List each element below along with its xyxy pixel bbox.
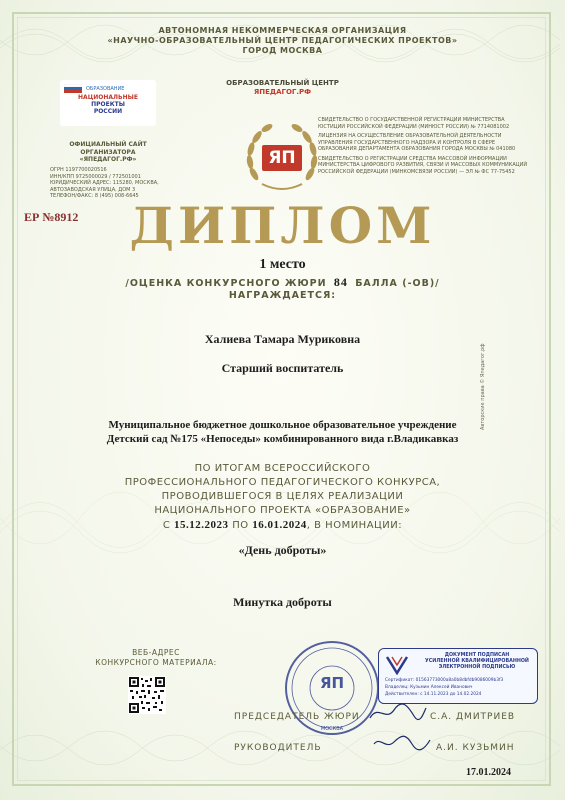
- contest-line-1: ПО ИТОГАМ ВСЕРОССИЙСКОГО: [194, 463, 371, 474]
- score-suffix: БАЛЛА (-ОВ)/: [355, 278, 440, 289]
- badge-line-1: ОБРАЗОВАНИЕ: [86, 86, 125, 92]
- web-address-label: [66, 648, 246, 668]
- contest-description: [0, 462, 565, 533]
- edu-center-line-1: ОБРАЗОВАТЕЛЬНЫЙ ЦЕНТР: [226, 79, 339, 87]
- score-prefix: /ОЦЕНКА КОНКУРСНОГО ЖЮРИ: [125, 278, 327, 289]
- site-line-3: «ЯПЕДАГОГ.РФ»: [79, 156, 137, 163]
- chair-signature-icon: [368, 702, 428, 724]
- copyright-side-text: Авторские права © Япедагог.рф: [480, 343, 486, 430]
- place: 1 место: [259, 257, 306, 272]
- ecp-line-1: ДОКУМЕНТ ПОДПИСАН: [444, 653, 510, 658]
- head-name: А.И. КУЗЬМИН: [436, 743, 515, 753]
- req-line-4: АВТОЗАВОДСКАЯ УЛИЦА, ДОМ 3: [50, 186, 136, 193]
- site-line-1: ОФИЦИАЛЬНЫЙ САЙТ: [69, 141, 147, 148]
- recipient-position: Старший воспитатель: [221, 361, 344, 375]
- contest-dates: [0, 518, 565, 533]
- badge-line-3: ПРОЕКТЫ: [91, 101, 125, 108]
- req-line-2: ИНН/КПП 9725000029 / 772501001: [50, 173, 141, 180]
- ecp-owner: Владелец: Кузьмин Алексей Иванович: [385, 685, 473, 690]
- edu-center-title: [210, 79, 355, 97]
- org-line-1: АВТОНОМНАЯ НЕКОММЕРЧЕСКАЯ ОРГАНИЗАЦИЯ: [158, 26, 407, 35]
- yp-logo-text: ЯП: [262, 145, 302, 171]
- electronic-signature-box: [378, 648, 538, 704]
- cert-media: СВИДЕТЕЛЬСТВО О РЕГИСТРАЦИИ СРЕДСТВА МАССОВОЙ ИНФОРМАЦИИ МИНИСТЕРСТВА ЦИФРОВОГО РАЗВИТИЯ, СВЯЗИ И МАССОВЫХ КОММУНИКАЦИЙ РОССИЙСКОЙ ФЕДЕРАЦИИ (МИНКОМСВЯЗИ РОССИИ) — ЭЛ № ФС 77-75452: [318, 155, 528, 175]
- requisites: [50, 167, 180, 200]
- ecp-header: [419, 653, 535, 671]
- ecp-valid: Действителен: с 14.11.2023 до 14.02.2024: [385, 692, 482, 697]
- signature-emblem-icon: [385, 655, 409, 675]
- from-label: С: [162, 520, 171, 531]
- req-line-5: ТЕЛЕФОН/ФАКС: 8 (495) 008-6645: [50, 193, 139, 199]
- head-label: РУКОВОДИТЕЛЬ: [234, 743, 322, 753]
- org-line-3: ГОРОД МОСКВА: [242, 46, 323, 55]
- to-label: ПО: [232, 520, 249, 531]
- registration-certificates: [318, 117, 530, 175]
- contest-line-3: ПРОВОДИВШЕГОСЯ В ЦЕЛЯХ РЕАЛИЗАЦИИ: [161, 491, 404, 502]
- org-line-2: «НАУЧНО-ОБРАЗОВАТЕЛЬНЫЙ ЦЕНТР ПЕДАГОГИЧЕСКИХ ПРОЕКТОВ»: [107, 36, 458, 45]
- recipient-name: Халиева Тамара Муриковна: [204, 332, 361, 346]
- official-site-label: [55, 141, 161, 164]
- diploma-number: ЕР №8912: [24, 210, 79, 224]
- ecp-line-2: УСИЛЕННОЙ КВАЛИФИЦИРОВАННОЙ: [425, 659, 529, 664]
- chair-name: С.А. ДМИТРИЕВ: [430, 712, 516, 722]
- contest-line-2: ПРОФЕССИОНАЛЬНОГО ПЕДАГОГИЧЕСКОГО КОНКУРСА,: [124, 477, 441, 488]
- flag-icon: [64, 84, 82, 94]
- to-date: 16.01.2024: [252, 519, 307, 531]
- ecp-cert: Сертификат: 01563773000a8a0b8dbfdb9086009b3f3: [385, 678, 504, 683]
- national-projects-badge: [60, 80, 156, 126]
- edu-center-line-2: ЯПЕДАГОГ.РФ: [253, 88, 312, 96]
- chair-label: ПРЕДСЕДАТЕЛЬ ЖЮРИ: [234, 712, 360, 722]
- contest-line-4: НАЦИОНАЛЬНОГО ПРОЕКТА «ОБРАЗОВАНИЕ»: [154, 505, 411, 516]
- org-name-line-2: Детский сад №175 «Непоседы» комбинированного вида г.Владикавказ: [106, 433, 459, 445]
- stamp-center-text: ЯП: [319, 674, 345, 692]
- score-value: 84: [333, 275, 348, 289]
- work-title: Минутка доброты: [233, 595, 332, 609]
- web-label-line-2: КОНКУРСНОГО МАТЕРИАЛА:: [95, 658, 217, 667]
- cert-license: ЛИЦЕНЗИЯ НА ОСУЩЕСТВЛЕНИЕ ОБРАЗОВАТЕЛЬНОЙ ДЕЯТЕЛЬНОСТИ УПРАВЛЕНИЯ ГОСУДАРСТВЕННОГО НАДЗОРА И КОНТРОЛЯ В СФЕРЕ ОБРАЗОВАНИЯ ДЕПАРТАМЕНТА ОБРАЗОВАНИЯ ГОРОДА МОСКВЫ № 041080: [318, 133, 516, 152]
- web-label-line-1: ВЕБ-АДРЕС: [132, 648, 180, 657]
- organization-header: [0, 26, 565, 56]
- awarded-label: НАГРАЖДАЕТСЯ:: [228, 290, 337, 301]
- org-name-line-1: Муниципальное бюджетное дошкольное образовательное учреждение: [108, 419, 457, 431]
- head-signature-icon: [372, 732, 432, 754]
- nomination-label: , В НОМИНАЦИИ:: [306, 520, 403, 531]
- qr-code-icon[interactable]: [128, 676, 166, 714]
- req-line-1: ОГРН 1197700020516: [50, 167, 107, 173]
- nomination: «День доброты»: [238, 543, 327, 557]
- site-line-2: ОРГАНИЗАТОРА: [80, 148, 136, 156]
- stamp-city: МОСКВА: [320, 726, 344, 732]
- ecp-line-3: ЭЛЕКТРОННОЙ ПОДПИСЬЮ: [438, 665, 516, 670]
- badge-line-2: НАЦИОНАЛЬНЫЕ: [78, 94, 138, 101]
- issue-date: 17.01.2024: [466, 767, 511, 778]
- cert-registration: СВИДЕТЕЛЬСТВО О ГОСУДАРСТВЕННОЙ РЕГИСТРАЦИИ МИНИСТЕРСТВА ЮСТИЦИИ РОССИЙСКОЙ ФЕДЕРАЦИИ (МИНЮСТ РОССИИ) № 7714081002: [318, 117, 510, 130]
- from-date: 15.12.2023: [174, 519, 229, 531]
- ecp-details: [385, 677, 535, 698]
- badge-line-4: РОССИИ: [93, 108, 123, 115]
- diploma-title: ДИПЛОМ: [129, 196, 436, 255]
- req-line-3: ЮРИДИЧЕСКИЙ АДРЕС: 115280, МОСКВА,: [50, 180, 159, 186]
